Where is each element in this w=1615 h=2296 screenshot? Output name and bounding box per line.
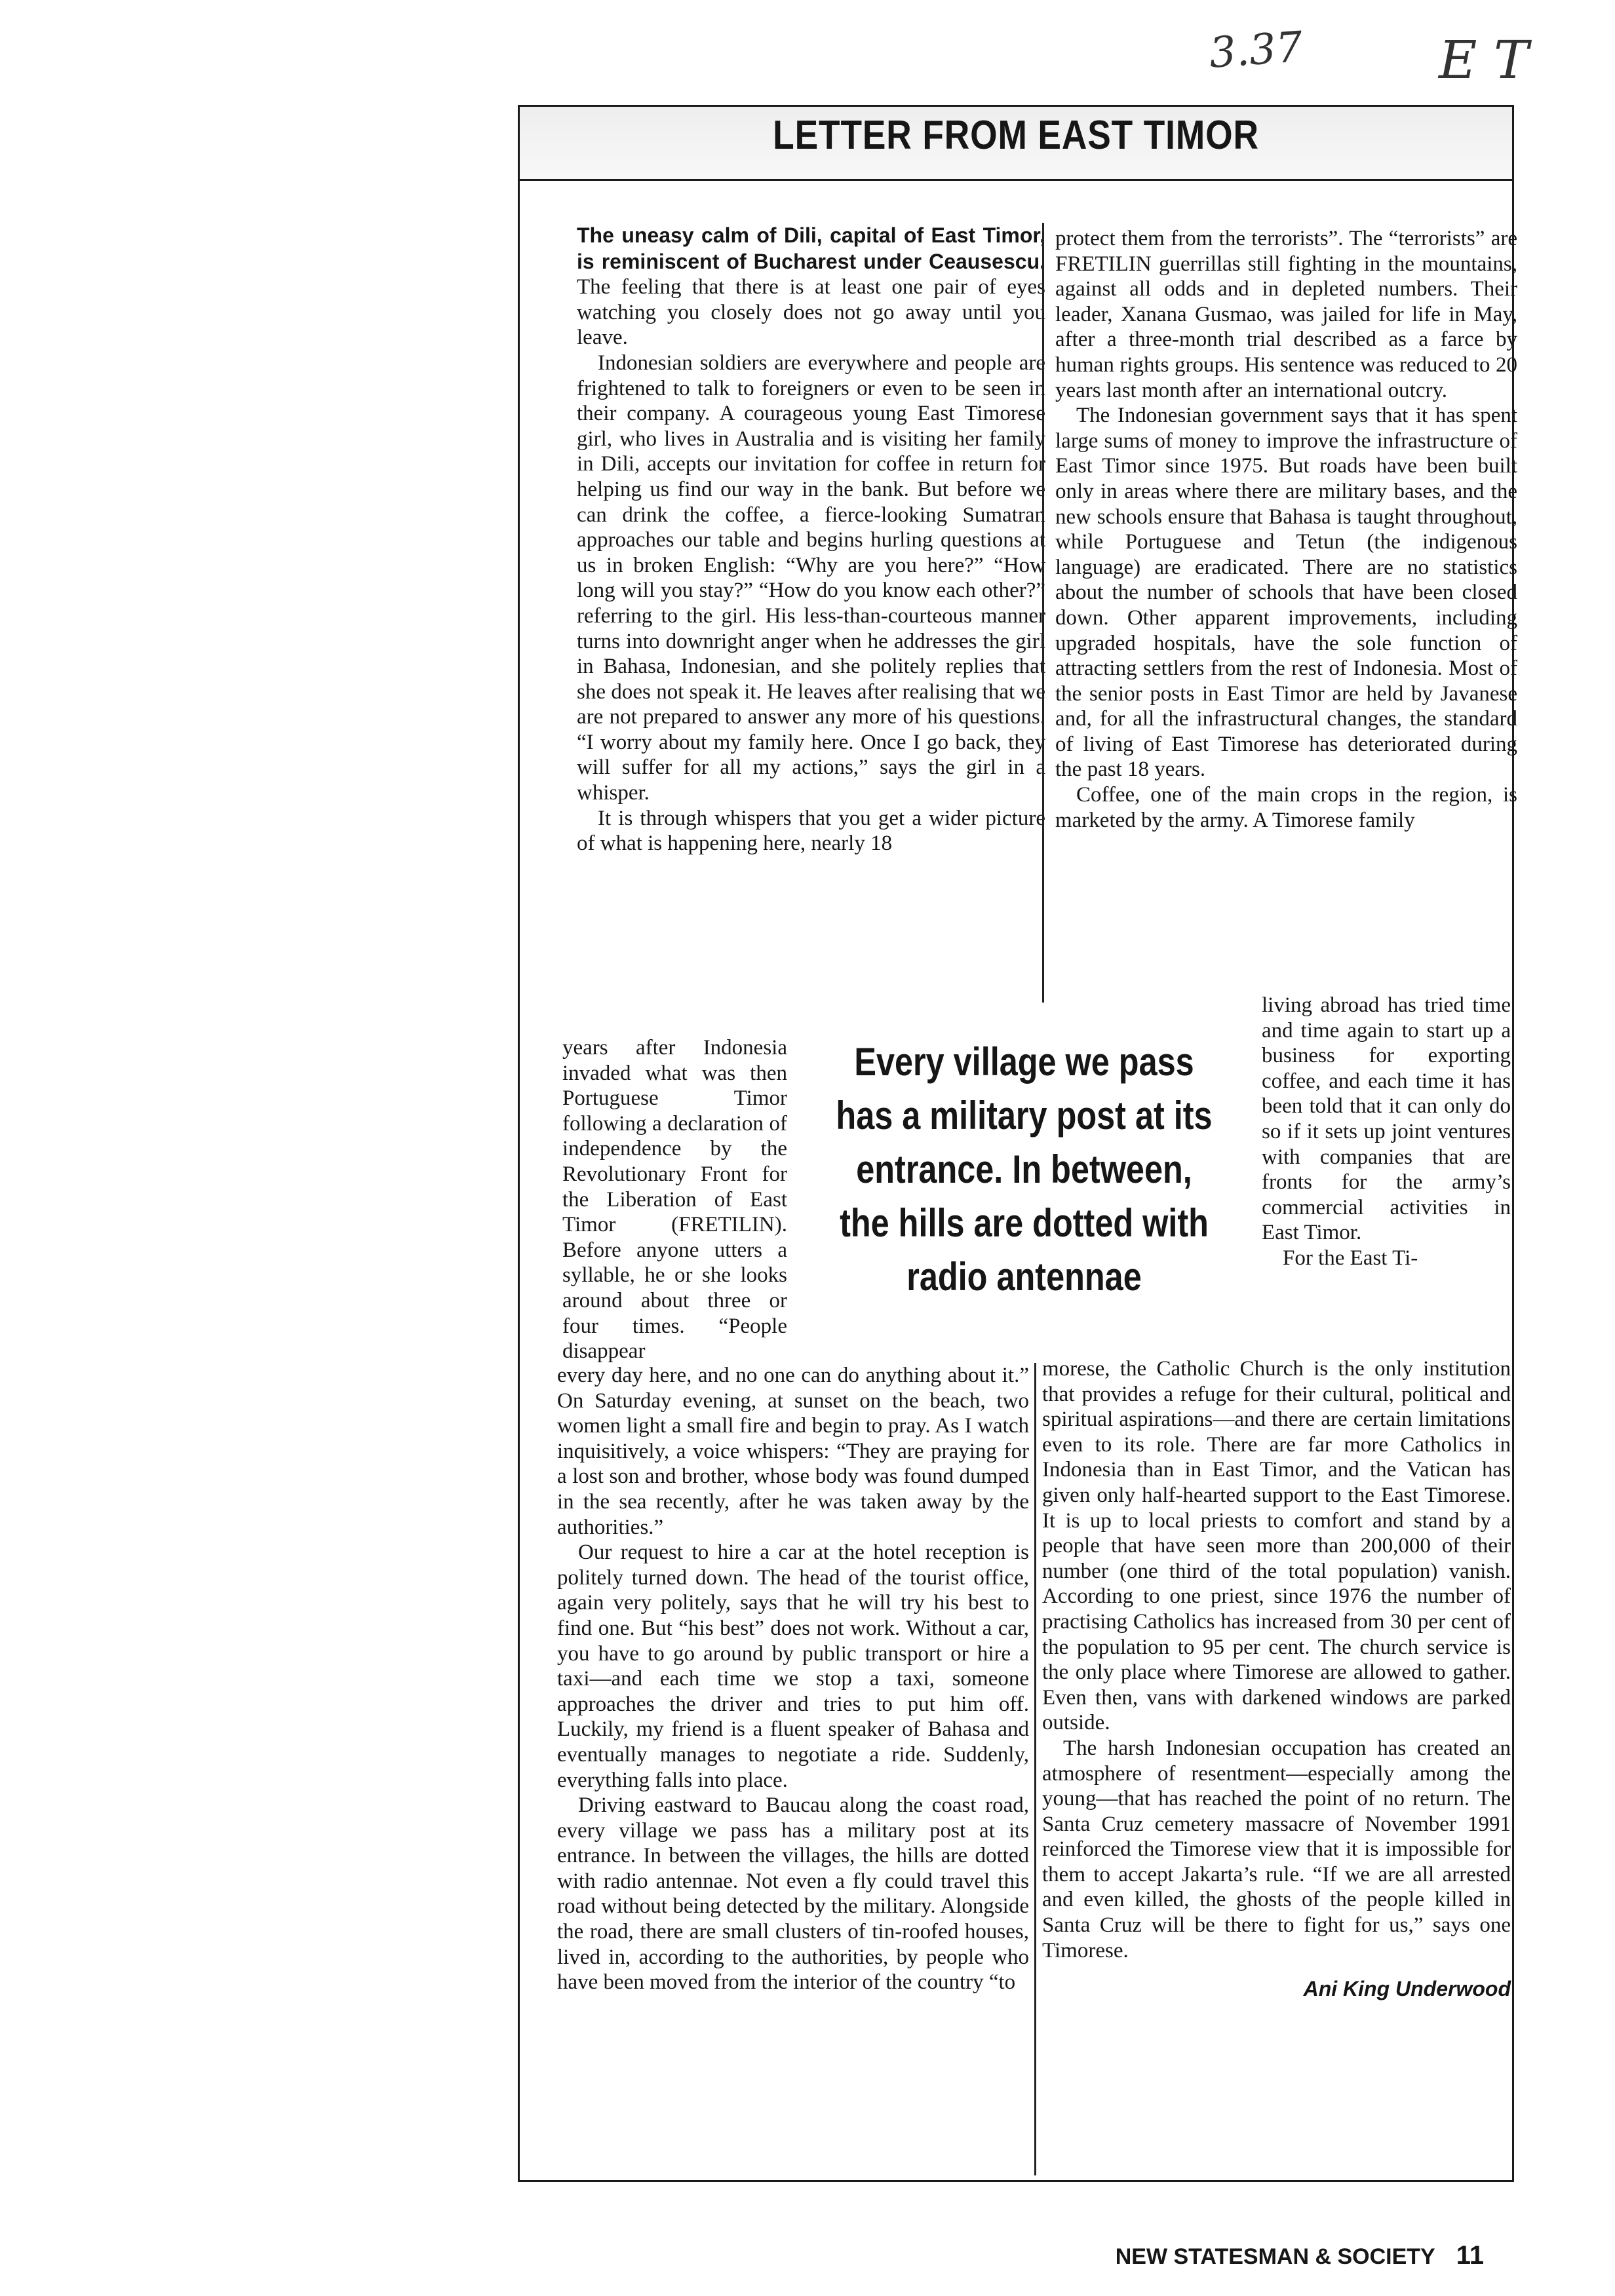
- paragraph: The Indonesian government says that it has spent large sums of money to improve the infrastructure of East Timor since 1975. But roads have been built only in areas where there are military bases, and the new schools ensure that Bahasa is taught throughout, while Portuguese and Tetun (the indigenous language) are eradicated. There are no statistics about the number of schools that have been closed down. Other apparent improvements, including upgraded hospitals, have the sole function of attracting settlers from the rest of Indonesia. Most of the senior posts in East Timor are held by Javanese and, for all the infrastructural changes, the standard of living of East Timorese has deteriorated during the past 18 years.: [1055, 404, 1517, 782]
- handwritten-number: 3.37: [1207, 23, 1304, 78]
- column-right-top: [1055, 226, 1517, 833]
- title-banner: [520, 107, 1512, 181]
- paragraph: It is through whispers that you get a wider picture of what is happening here, nearly 18: [577, 806, 1045, 856]
- paragraph: living abroad has tried time and time again to start up a business for exporting coffee, and each time it has been told that it can only do so if it sets up joint ventures with companies that are fronts for the army’s commercial activities in East Timor.: [1262, 993, 1511, 1245]
- pull-quote: [796, 1035, 1252, 1311]
- paragraph: years after Indonesia invaded what was then Portuguese Timor following a declaration of independence by the Revolutionary Front for the Liberation of East Timor (FRETILIN). Before anyone utters a syllable, he or she looks around about three or four times. “People disappear: [562, 1036, 787, 1364]
- page-number: 11: [1456, 2241, 1484, 2270]
- paragraph: morese, the Catholic Church is the only institution that provides a refuge for their cultural, political and spiritual aspirations—and there are certain limitations even to its role. There are far more Catholics in Indonesia than in East Timor, and the Vatican has given only half-hearted support to the East Timorese. It is up to local priests to comfort and stand by a people that have seen more than 200,000 of their number (one third of the total population) vanish. According to one priest, since 1976 the number of practising Catholics has increased from 30 per cent of the population to 95 per cent. The church service is the only place where Timorese are allowed to gather. Even then, vans with darkened windows are parked outside.: [1042, 1357, 1511, 1735]
- page-footer: [1116, 2241, 1484, 2270]
- paragraph: every day here, and no one can do anything about it.” On Saturday evening, at sunset on the beach, two women light a small fire and begin to pray. As I watch inquisitively, a voice whispers: “They are praying for a lost son and brother, whose body was found dumped in the sea recently, after he was taken away by the authorities.”: [557, 1364, 1029, 1539]
- lede-continuation: The feeling that there is at least one pair of eyes watching you closely does not go away until you leave.: [577, 275, 1045, 350]
- paragraph: [577, 223, 1045, 351]
- paragraph: Driving eastward to Baucau along the coast road, every village we pass has a military post at its entrance. In between the villages, the hills are dotted with radio antennae. Not even a fly could travel this road without being detected by the military. Alongside the road, there are small clusters of tin-roofed houses, lived in, according to the authorities, by people who have been moved from the interior of the country “to: [557, 1793, 1029, 1995]
- handwritten-initials: E T: [1439, 29, 1529, 90]
- column-rule: [1042, 223, 1044, 1003]
- column-rule: [1034, 1363, 1036, 2175]
- paragraph: Coffee, one of the main crops in the region, is marketed by the army. A Timorese family: [1055, 783, 1517, 832]
- paragraph: Indonesian soldiers are everywhere and people are frightened to talk to foreigners or even to be seen in their company. A courageous young East Timorese girl, who lives in Australia and is visiting her family in Dili, accepts our invitation for coffee in return for helping us find our way in the bank. But before we can drink the coffee, a fierce-looking Sumatran approaches our table and begins hurling questions at us in broken English: “Why are you here?” “How long will you stay?” “How do you know each other?” referring to the girl. His less-than-courteous manner turns into downright anger when he addresses the girl in Bahasa, Indonesian, and she politely replies that she does not speak it. He leaves after realising that we are not prepared to answer any more of his questions. “I worry about my family here. Once I go back, they will suffer for all my actions,” says the girl in a whisper.: [577, 351, 1045, 805]
- column-left-bottom: [557, 1363, 1029, 1995]
- paragraph: protect them from the terrorists”. The “terrorists” are FRETILIN guerrillas still fighting in the mountains, against all odds and in depleted numbers. Their leader, Xanana Gusmao, was jailed for life in May, after a three-month trial described as a farce by human rights groups. His sentence was reduced to 20 years last month after an international outcry.: [1055, 227, 1517, 402]
- column-left-narrow: [562, 1035, 787, 1364]
- paragraph: Our request to hire a car at the hotel reception is politely turned down. The head of the tourist office, again very politely, says that he will try his best to find one. But “his best” does not work. Without a car, you have to go around by public transport or hire a taxi—and each time we stop a taxi, someone approaches the driver and tries to put him off. Luckily, my friend is a fluent speaker of Bahasa and eventually manages to negotiate a ride. Suddenly, everything falls into place.: [557, 1540, 1029, 1792]
- column-right-bottom: [1042, 1356, 1511, 2002]
- column-right-narrow: [1262, 993, 1511, 1271]
- pull-quote-text: Every village we pass has a military post at its entrance. In between, the hills are dotted with radio antennae: [836, 1040, 1213, 1299]
- paragraph: For the East Ti-: [1283, 1246, 1418, 1270]
- publication-name: NEW STATESMAN & SOCIETY: [1115, 2244, 1435, 2269]
- lede: The uneasy calm of Dili, capital of East Timor, is reminiscent of Bucharest under Ceausescu.: [577, 223, 1045, 273]
- byline: Ani King Underwood: [1303, 1977, 1511, 2001]
- article-title: LETTER FROM EAST TIMOR: [773, 113, 1259, 158]
- column-left-top: [577, 223, 1045, 856]
- paragraph: The harsh Indonesian occupation has created an atmosphere of resentment—especially among the young—that has reached the point of no return. The Santa Cruz cemetery massacre of November 1991 reinforced the Timorese view that it is impossible for them to accept Jakarta’s rule. “If we are all arrested and even killed, the ghosts of the people killed in Santa Cruz will be there to fight for us,” says one Timorese.: [1042, 1736, 1511, 1962]
